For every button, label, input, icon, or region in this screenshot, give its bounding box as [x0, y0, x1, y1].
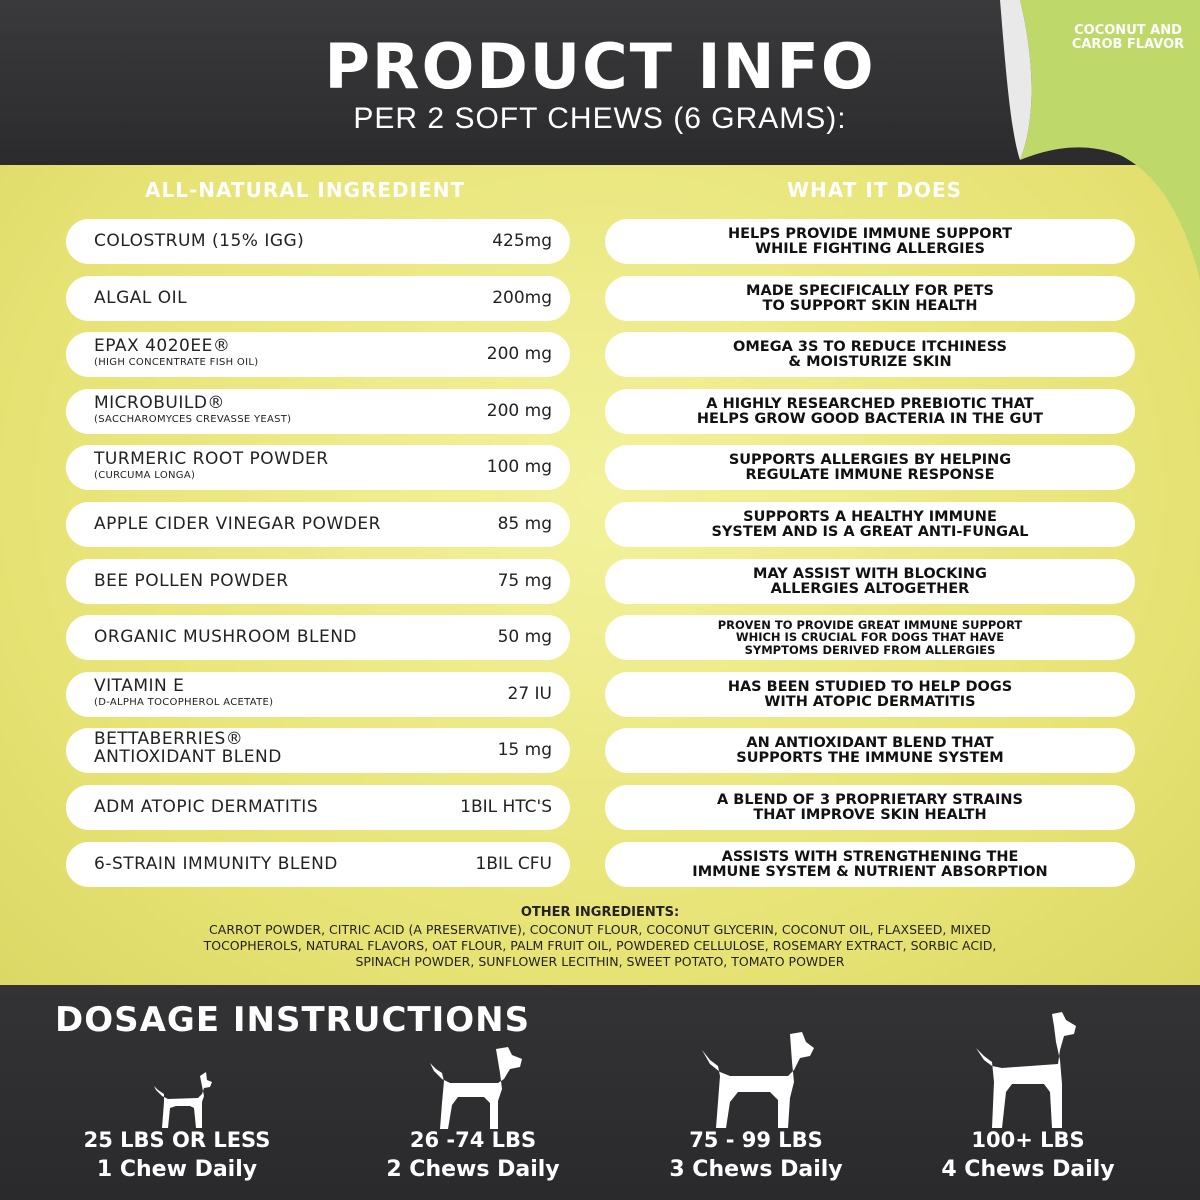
benefit-row [605, 728, 1135, 773]
benefit-row [605, 842, 1135, 887]
benefit-text: REGULATE IMMUNE RESPONSE [745, 467, 995, 483]
page-subtitle: PER 2 SOFT CHEWS (6 GRAMS): [353, 102, 847, 135]
ingredient-amount: 50 mg [497, 627, 552, 647]
ingredient-amount: 200 mg [486, 401, 552, 421]
benefit-row [605, 672, 1135, 717]
column-header-purpose: WHAT IT DOES [787, 178, 963, 202]
benefit-text: SYMPTOMS DERIVED FROM ALLERGIES [744, 643, 996, 657]
benefit-text: SUPPORTS A HEALTHY IMMUNE [743, 509, 997, 525]
ingredient-amount: 200 mg [486, 344, 552, 364]
ingredient-row [66, 219, 570, 264]
benefit-text: ASSISTS WITH STRENGTHENING THE [721, 849, 1019, 865]
ingredient-row [66, 615, 570, 660]
ingredient-subtitle: (CURCUMA LONGA) [94, 470, 196, 481]
benefit-row [605, 276, 1135, 321]
dosage-weight-label: 75 - 99 LBS [689, 1128, 823, 1152]
ingredient-name: EPAX 4020EE® [94, 336, 231, 356]
benefit-row [605, 502, 1135, 547]
ingredient-row [66, 445, 570, 490]
benefit-text: OMEGA 3S TO REDUCE ITCHINESS [733, 339, 1007, 355]
benefit-row [605, 332, 1135, 377]
ingredient-name: MICROBUILD® [94, 393, 225, 413]
benefit-text: A BLEND OF 3 PROPRIETARY STRAINS [717, 792, 1023, 808]
other-ingredients-line: SPINACH POWDER, SUNFLOWER LECITHIN, SWEET POTATO, TOMATO POWDER [355, 954, 845, 969]
benefit-text: SUPPORTS THE IMMUNE SYSTEM [736, 750, 1004, 766]
dosage-weight-label: 100+ LBS [971, 1128, 1085, 1152]
benefit-text: A HIGHLY RESEARCHED PREBIOTIC THAT [706, 396, 1034, 412]
ingredient-name: APPLE CIDER VINEGAR POWDER [94, 514, 381, 534]
ingredient-name: BETTABERRIES® [94, 729, 244, 749]
ingredient-row [66, 332, 570, 377]
benefit-text: HELPS GROW GOOD BACTERIA IN THE GUT [696, 411, 1044, 427]
dosage-weight-label: 26 -74 LBS [409, 1128, 537, 1152]
other-ingredients-heading: OTHER INGREDIENTS: [520, 905, 680, 920]
benefit-row [605, 219, 1135, 264]
column-header-ingredient: ALL-NATURAL INGREDIENT [145, 178, 466, 202]
benefit-text: SUPPORTS ALLERGIES BY HELPING [728, 452, 1012, 468]
ingredient-amount: 15 mg [497, 740, 552, 760]
ingredient-name: TURMERIC ROOT POWDER [94, 449, 329, 469]
ingredient-row [66, 672, 570, 717]
benefit-text: IMMUNE SYSTEM & NUTRIENT ABSORPTION [692, 864, 1048, 880]
ingredient-amount: 100 mg [486, 457, 552, 477]
benefit-text: HAS BEEN STUDIED TO HELP DOGS [727, 679, 1013, 695]
other-ingredients-list [80, 922, 1120, 970]
other-ingredients-line: TOCOPHEROLS, NATURAL FLAVORS, OAT FLOUR, PALM FRUIT OIL, POWDERED CELLULOSE, ROSEMARY EXTRACT, SORBIC ACID, [203, 938, 997, 953]
benefit-text: THAT IMPROVE SKIN HEALTH [753, 807, 987, 823]
ingredient-amount: 200mg [492, 288, 552, 308]
ingredient-row [66, 728, 570, 773]
benefit-text: MADE SPECIFICALLY FOR PETS [746, 283, 994, 299]
dosage-weight-label: 25 LBS OR LESS [83, 1128, 271, 1152]
dosage-chews-label: 1 Chew Daily [96, 1157, 258, 1182]
ingredient-amount: 85 mg [497, 514, 552, 534]
ingredient-amount: 75 mg [497, 571, 552, 591]
benefit-row [605, 389, 1135, 434]
ingredient-name: ALGAL OIL [94, 288, 188, 308]
ingredient-amount: 425mg [492, 231, 552, 251]
ingredient-name: ORGANIC MUSHROOM BLEND [94, 627, 358, 647]
ingredient-row [66, 559, 570, 604]
benefit-text: HELPS PROVIDE IMMUNE SUPPORT [727, 226, 1013, 242]
dosage-chews-label: 2 Chews Daily [386, 1157, 560, 1182]
ingredient-row [66, 276, 570, 321]
benefit-text: AN ANTIOXIDANT BLEND THAT [746, 735, 994, 751]
benefit-text: WITH ATOPIC DERMATITIS [764, 694, 976, 710]
benefit-row [605, 559, 1135, 604]
ingredient-amount: 27 IU [507, 684, 552, 704]
ingredient-subtitle: (HIGH CONCENTRATE FISH OIL) [94, 357, 259, 368]
ingredient-subtitle: (D-ALPHA TOCOPHEROL ACETATE) [94, 697, 274, 708]
dosage-chews-label: 3 Chews Daily [669, 1157, 843, 1182]
benefit-row [605, 785, 1135, 830]
medium-dog-icon [428, 1047, 524, 1131]
benefit-text: & MOISTURIZE SKIN [788, 354, 952, 370]
benefit-text: SYSTEM AND IS A GREAT ANTI-FUNGAL [711, 524, 1029, 540]
ingredient-name: COLOSTRUM (15% IGG) [94, 231, 305, 251]
other-ingredients-line: CARROT POWDER, CITRIC ACID (A PRESERVATIVE), COCONUT FLOUR, COCONUT GLYCERIN, COCONUT OIL, FLAXSEED, MIXED [209, 922, 991, 937]
benefit-text: WHICH IS CRUCIAL FOR DOGS THAT HAVE [735, 630, 1005, 644]
benefit-text: MAY ASSIST WITH BLOCKING [753, 566, 987, 582]
ingredient-row [66, 842, 570, 887]
benefit-text: TO SUPPORT SKIN HEALTH [762, 298, 978, 314]
benefit-text: ALLERGIES ALTOGETHER [770, 581, 970, 597]
benefit-text: WHILE FIGHTING ALLERGIES [755, 241, 985, 257]
giant-dog-icon [972, 1012, 1082, 1130]
ingredient-name: VITAMIN E [94, 676, 185, 696]
ingredient-row [66, 389, 570, 434]
page-title: PRODUCT INFO [324, 30, 876, 103]
flavor-badge: COCONUT AND CAROB FLAVOR [1071, 23, 1185, 52]
ingredient-amount: 1BIL CFU [475, 854, 552, 874]
ingredient-name: ADM ATOPIC DERMATITIS [94, 797, 319, 817]
dosage-title: DOSAGE INSTRUCTIONS [55, 1000, 531, 1040]
ingredient-name: 6-STRAIN IMMUNITY BLEND [94, 854, 338, 874]
ingredient-name: BEE POLLEN POWDER [94, 571, 289, 591]
dosage-chews-label: 4 Chews Daily [941, 1157, 1115, 1182]
ingredient-name-line2: ANTIOXIDANT BLEND [94, 747, 282, 767]
benefit-row [605, 445, 1135, 490]
large-dog-icon [700, 1032, 816, 1130]
benefit-row [605, 615, 1135, 660]
ingredient-subtitle: (SACCHAROMYCES CREVASSE YEAST) [94, 414, 292, 425]
ingredient-amount: 1BIL HTC'S [460, 797, 552, 817]
ingredient-row [66, 502, 570, 547]
benefit-text: PROVEN TO PROVIDE GREAT IMMUNE SUPPORT [717, 618, 1023, 632]
ingredient-row [66, 785, 570, 830]
small-dog-icon [150, 1072, 218, 1130]
